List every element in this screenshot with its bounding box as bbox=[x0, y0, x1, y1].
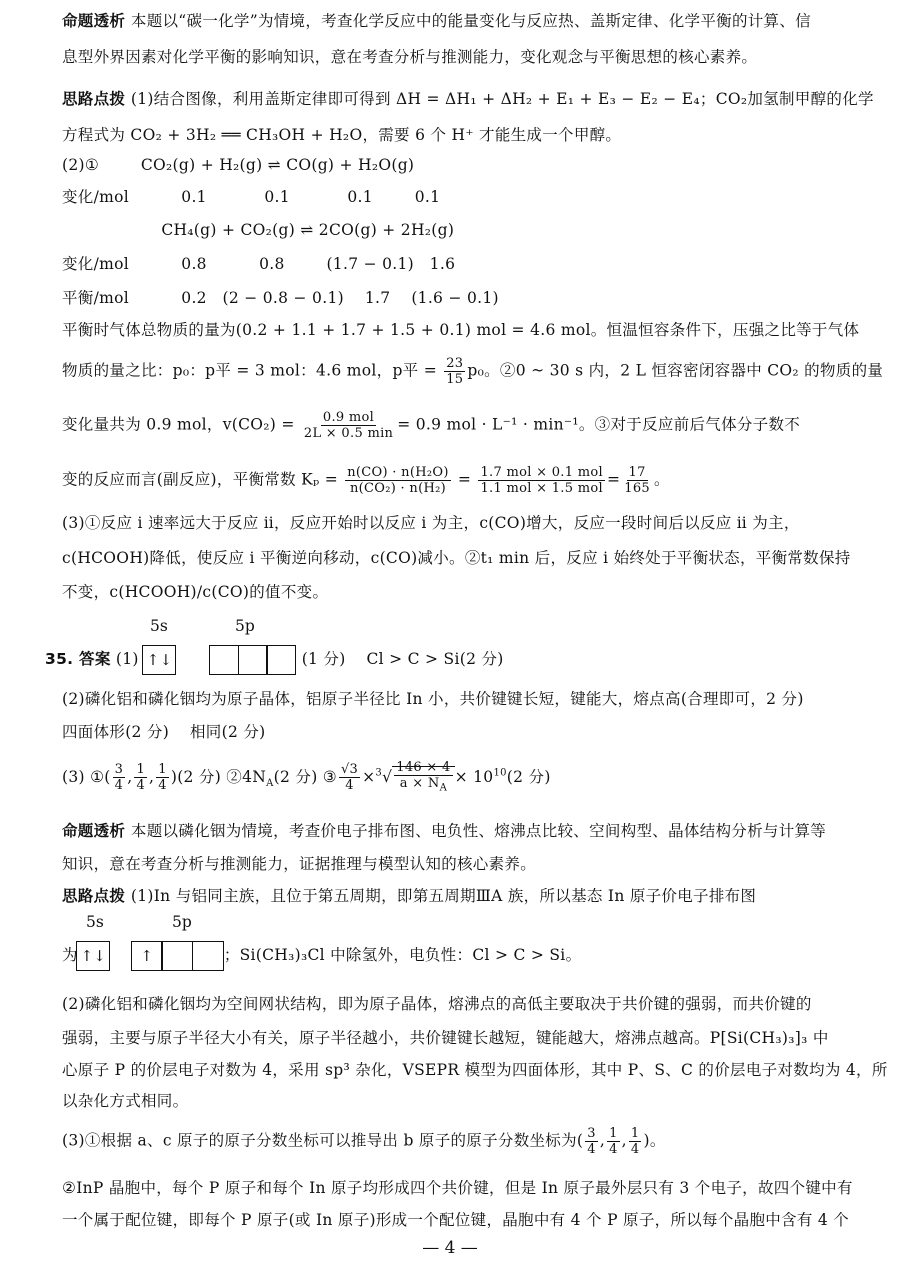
coordinate-line: (3)①根据 a、c 原子的原子分数坐标可以推导出 b 原子的原子分数坐标为( $\frac{3}{4}$ , $\frac{1}{4}$ , $\frac{1}{4}$ )。 bbox=[62, 1126, 666, 1157]
text-line bbox=[62, 186, 872, 208]
l11-post: p₀。②0 ~ 30 s 内，2 L 恒容密闭容器中 CO₂ 的物质的量 bbox=[467, 361, 884, 380]
text-line bbox=[62, 253, 872, 275]
orbital-5p-box-2 bbox=[238, 645, 268, 675]
kp-line: 变的反应而言(副反应)，平衡常数 Kₚ = $\frac{\text{n(CO) · n(H₂O)}}{\text{n(CO₂) · n(H₂)}}$ = $\frac{\text{1.7 mol × 0.1 mol}}{\text{1.1 mol × 1.5 mol}}$ = $\frac{17}{165}$ 。 bbox=[62, 465, 670, 496]
l20-mid: )(2 分) ②4N bbox=[170, 767, 267, 786]
text-line bbox=[62, 1090, 872, 1112]
text-line bbox=[62, 547, 872, 569]
line-text: 本题以磷化铟为情境，考查价电子排布图、电负性、熔沸点比较、空间构型、晶体结构分析与计算等 bbox=[130, 822, 827, 840]
sub-a: A bbox=[266, 777, 274, 789]
section-label: 命题透析 bbox=[62, 822, 131, 840]
text-line bbox=[62, 124, 872, 146]
line-text: 强弱，主要与原子半径大小有关，原子半径越小，共价键键长越短，键能越大，熔沸点越高。P[Si(CH₃)₃]₃ 中 bbox=[62, 1029, 829, 1047]
orb-5s-label: 5s bbox=[150, 617, 168, 635]
equals: = bbox=[452, 470, 477, 489]
l24-post: ；Si(CH₃)₃Cl 中除氢外，电负性：Cl > C > Si。 bbox=[223, 946, 582, 964]
line-text: 以杂化方式相同。 bbox=[62, 1092, 189, 1110]
line-text: 心原子 P 的价层电子对数为 4，采用 sp³ 杂化，VSEPR 模型为四面体形，其中 P、S、C 的价层电子对数均为 4，所 bbox=[62, 1061, 888, 1079]
coord-frac-1: $\frac{3}{4}$ bbox=[114, 762, 124, 794]
q35-answer-line bbox=[45, 645, 872, 675]
orb-5s-label-2: 5s bbox=[86, 913, 104, 931]
sqrt3-over-4: $\frac{√3}{4}$ bbox=[340, 762, 359, 794]
rate-fraction: $\frac{\text{0.9 mol}}{2L \times 0.5 \min}$ bbox=[303, 410, 394, 441]
rate-line bbox=[62, 410, 872, 441]
line-text: 一个属于配位键，即每个 P 原子(或 In 原子)形成一个配位键，晶胞中有 4 个 P 原子，所以每个晶胞中含有 4 个 bbox=[62, 1211, 850, 1229]
kp-fraction-2: $\frac{\text{1.7 mol × 0.1 mol}}{\text{1.1 mol × 1.5 mol}}$ bbox=[480, 465, 603, 496]
section-label: 思路点拨 bbox=[62, 90, 131, 108]
text-line bbox=[62, 1209, 872, 1231]
line-text: 本题以“碳一化学”为情境，考查化学反应中的能量变化与反应热、盖斯定律、化学平衡的计算、信 bbox=[130, 12, 811, 30]
exp-10: 10 bbox=[493, 767, 507, 779]
section-label: 思路点拨 bbox=[62, 887, 131, 905]
text-line bbox=[62, 885, 872, 907]
b-frac-3: $\frac{1}{4}$ bbox=[630, 1126, 640, 1157]
text-line bbox=[62, 820, 872, 842]
text-line bbox=[62, 853, 872, 875]
l12-post: = 0.9 mol · L⁻¹ · min⁻¹。③对于反应前后气体分子数不 bbox=[397, 415, 801, 434]
line-text: 平衡/mol 0.2 (2 − 0.8 − 0.1) 1.7 (1.6 − 0.1) bbox=[62, 289, 499, 307]
line-text: 息型外界因素对化学平衡的影响知识，意在考查分析与推测能力，变化观念与平衡思想的核心素养。 bbox=[62, 48, 758, 66]
line-text: 知识，意在考查分析与推测能力，证据推理与模型认知的核心素养。 bbox=[62, 855, 537, 873]
orbital-5p-box-2-1: ↑ bbox=[131, 941, 163, 971]
line-text: 变化/mol 0.8 0.8 (1.7 − 0.1) 1.6 bbox=[62, 255, 456, 273]
line-text: (2)磷化铝和磷化铟均为空间网状结构，即为原子晶体，熔沸点的高低主要取决于共价键的强弱，而共价键的 bbox=[62, 995, 812, 1013]
times-sign: × bbox=[362, 767, 376, 786]
line-text: (1)结合图像，利用盖斯定律即可得到 ΔH = ΔH₁ + ΔH₂ + E₁ + E₃ − E₂ − E₄；CO₂加氢制甲醇的化学 bbox=[130, 90, 874, 108]
text-line bbox=[62, 1027, 872, 1049]
l20-score: (2 分) bbox=[506, 767, 551, 786]
l12-pre: 变化量共为 0.9 mol，v(CO₂) = bbox=[62, 415, 300, 434]
line-text: 方程式为 CO₂ + 3H₂ ══ CH₃OH + H₂O，需要 6 个 H⁺ 才能生成一个甲醇。 bbox=[62, 126, 622, 144]
part3-answer-line: (3) ①( $\frac{3}{4}$ , $\frac{1}{4}$ , $\frac{1}{4}$ )(2 分) $②4N_A(2$ 分) ③ $\frac{√3}{4}$ ×$^3$√ $\frac{146 \times 4}{a \times N_A}$ × $10^{10}(2$ 分) bbox=[62, 760, 551, 794]
line-text: c(HCOOH)降低，使反应 ⅰ 平衡逆向移动，c(CO)减小。②t₁ min 后，反应 ⅰ 始终处于平衡状态，平衡常数保持 bbox=[62, 549, 851, 567]
fraction-23-15: $\frac{23}{15}$ bbox=[446, 356, 464, 387]
line-text: CH₄(g) + CO₂(g) ⇌ 2CO(g) + 2H₂(g) bbox=[62, 221, 455, 239]
text-line bbox=[62, 688, 872, 710]
orbital-5s-box: ↑↓ bbox=[142, 645, 176, 675]
l20-mid2: (2 分) ③ bbox=[273, 767, 337, 786]
line-text: ②InP 晶胞中，每个 P 原子和每个 In 原子均形成四个共价键，但是 In 原子最外层只有 3 个电子，故四个键中有 bbox=[62, 1179, 853, 1197]
kp-fraction-1: $\frac{\text{n(CO) · n(H₂O)}}{\text{n(CO₂) · n(H₂)}}$ bbox=[347, 465, 449, 496]
cube-root-index: 3 bbox=[375, 767, 383, 779]
line-text: (2)① CO₂(g) + H₂(g) ⇌ CO(g) + H₂O(g) bbox=[62, 156, 415, 174]
l13-pre: 变的反应而言(副反应)，平衡常数 Kₚ = bbox=[62, 470, 344, 489]
q35-score1: (1 分) bbox=[301, 650, 346, 668]
orbital-5p-box-1 bbox=[209, 645, 239, 675]
q35-part1: (1) bbox=[115, 650, 139, 668]
pressure-ratio-line bbox=[62, 356, 884, 387]
text-line bbox=[62, 512, 872, 534]
text-line bbox=[62, 287, 872, 309]
kp-fraction-3: $\frac{17}{165}$ bbox=[624, 465, 650, 496]
text-line bbox=[62, 319, 872, 341]
text-line bbox=[62, 721, 872, 743]
orbital-5s-box-2: ↑↓ bbox=[76, 941, 110, 971]
coord-frac-2: $\frac{1}{4}$ bbox=[136, 762, 146, 794]
l24-pre: 为 bbox=[62, 946, 78, 964]
valence-diagram-line bbox=[62, 941, 872, 971]
line-text: (1)In 与铝同主族，且位于第五周期，即第五周期ⅢA 族，所以基态 In 原子价电子排布图 bbox=[130, 887, 757, 905]
l29-post: )。 bbox=[643, 1131, 666, 1150]
text-line bbox=[62, 46, 872, 68]
q35-label: 35. 答案 bbox=[45, 650, 111, 668]
l11-pre: 物质的量之比：p₀：p平 = 3 mol：4.6 mol，p平 = bbox=[62, 361, 443, 380]
orbital-5p-box-2-3 bbox=[192, 941, 224, 971]
line-text: (2)磷化铝和磷化铟均为原子晶体，铝原子半径比 In 小，共价键键长短，键能大，熔点高(合理即可，2 分) bbox=[62, 690, 804, 708]
b-frac-2: $\frac{1}{4}$ bbox=[609, 1126, 618, 1157]
orbital-5p-box-3 bbox=[266, 645, 296, 675]
line-text: 四面体形(2 分) 相同(2 分) bbox=[62, 723, 266, 741]
l13-post: 。 bbox=[653, 470, 670, 489]
text-line bbox=[62, 1177, 872, 1199]
line-text: (3)①反应 ⅰ 速率远大于反应 ⅱ，反应开始时以反应 ⅰ 为主，c(CO)增大，反应一段时间后以反应 ⅱ 为主， bbox=[62, 514, 800, 532]
orbital-5p-box-2-2 bbox=[161, 941, 193, 971]
l20-tail: × 10 bbox=[454, 767, 494, 786]
b-frac-1: $\frac{3}{4}$ bbox=[587, 1126, 596, 1157]
text-line bbox=[62, 10, 872, 32]
line-text: 不变，c(HCOOH)/c(CO)的值不变。 bbox=[62, 583, 329, 601]
page-number: — 4 — bbox=[422, 1238, 478, 1258]
text-line bbox=[62, 993, 872, 1015]
text-line bbox=[62, 88, 872, 110]
text-line bbox=[62, 154, 872, 176]
coord-frac-3: $\frac{1}{4}$ bbox=[158, 762, 167, 794]
orb-5p-label-2: 5p bbox=[172, 913, 192, 931]
orb-5p-label: 5p bbox=[235, 617, 255, 635]
q35-ans1b: Cl > C > Si(2 分) bbox=[366, 650, 504, 668]
text-line bbox=[62, 1059, 888, 1081]
text-line bbox=[62, 219, 872, 241]
line-text: 变化/mol 0.1 0.1 0.1 0.1 bbox=[62, 188, 441, 206]
l20-pre: (3) ①( bbox=[62, 767, 111, 786]
radicand-fraction: $\frac{146 \times 4}{a \times N_A}$ bbox=[396, 760, 451, 794]
line-text: 平衡时气体总物质的量为(0.2 + 1.1 + 1.7 + 1.5 + 0.1) mol = 4.6 mol。恒温恒容条件下，压强之比等于气体 bbox=[62, 321, 860, 339]
section-label: 命题透析 bbox=[62, 12, 131, 30]
text-line bbox=[62, 581, 872, 603]
l29-pre: (3)①根据 a、c 原子的原子分数坐标可以推导出 b 原子的原子分数坐标为( bbox=[62, 1131, 584, 1150]
